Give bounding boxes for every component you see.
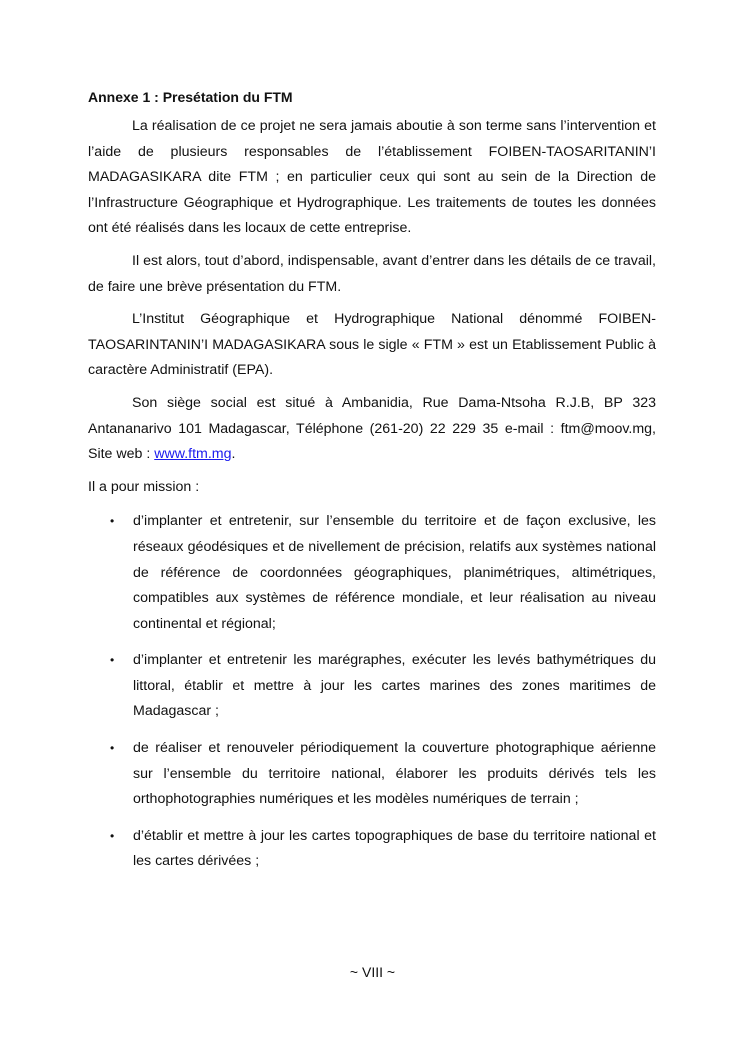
bullet-icon: • (110, 514, 115, 529)
page-number: ~ VIII ~ (349, 964, 396, 980)
mission-list (88, 509, 656, 875)
page-title: Annexe 1 : Presétation du FTM (88, 89, 293, 105)
bullet-icon: • (110, 653, 115, 668)
paragraph-intro: La réalisation de ce projet ne sera jamais aboutie à son terme sans l’intervention et l’aide de plusieurs responsables de l’établissement FOIBEN-TAOSARITANIN’I MADAGASIKARA dite FTM ; en particulier ceux qui sont au sein de la Direction de l’Infrastructure Géographique et Hydrographique. Les traitements de toutes les données ont été réalisés dans les locaux de cette entreprise. (88, 118, 656, 237)
contact-end: . (231, 446, 236, 463)
list-item (88, 736, 656, 813)
mission-intro: Il a pour mission : (88, 478, 200, 495)
website-link[interactable]: www.ftm.mg (154, 446, 232, 463)
bullet-icon: • (110, 741, 115, 756)
mission-text: d’implanter et entretenir, sur l’ensemble du territoire et de façon exclusive, les réseaux géodésiques et de nivellement de précision, relatifs aux systèmes national de référence de coordonnées géographiques, planimétriques, altimétriques, compatibles aux systèmes de référence mondiale, et leur réalisation au niveau continental et régional; (133, 513, 656, 632)
list-item (88, 824, 656, 875)
mission-text: d’implanter et entretenir les marégraphes, exécuter les levés bathymétriques du littoral, établir et mettre à jour les cartes marines des zones maritimes de Madagascar ; (133, 652, 656, 720)
bullet-icon: • (110, 828, 115, 843)
list-item (88, 509, 656, 637)
paragraph-contact (88, 391, 656, 468)
contact-text: Son siège social est situé à Ambanidia, Rue Dama-Ntsoha R.J.B, BP 323 Antananarivo 101 Madagascar, Téléphone (261-20) 22 229 35 e-mail : ftm@moov.mg, Site web : (88, 394, 656, 463)
paragraph-presentation: Il est alors, tout d’abord, indispensable, avant d’entrer dans les détails de ce travail, de faire une brève présentation du FTM. (88, 252, 656, 295)
document-page (88, 86, 656, 886)
list-item (88, 648, 656, 725)
mission-text: d’établir et mettre à jour les cartes topographiques de base du territoire national et les cartes dérivées ; (133, 827, 656, 870)
paragraph-institute: L’Institut Géographique et Hydrographique National dénommé FOIBEN-TAOSARINTANIN’I MADAGASIKARA sous le sigle « FTM » est un Etablissement Public à caractère Administratif (EPA). (88, 311, 656, 379)
mission-text: de réaliser et renouveler périodiquement la couverture photographique aérienne sur l’ensemble du territoire national, élaborer les produits dérivés tels les orthophotographies numériques et les modèles numériques de terrain ; (133, 740, 656, 808)
